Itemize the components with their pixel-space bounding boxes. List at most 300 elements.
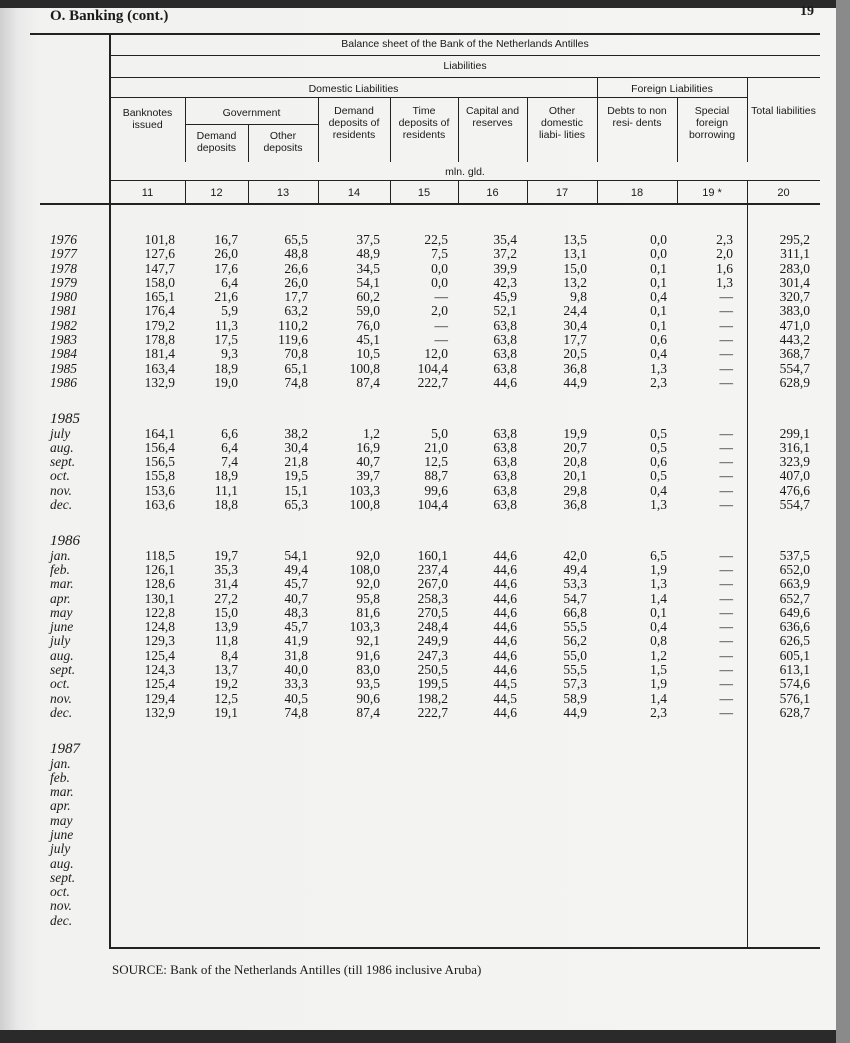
- row-label: jan.: [50, 755, 71, 771]
- cell: 163,4: [144, 360, 175, 376]
- cell: 65,5: [284, 232, 308, 247]
- cell: 45,7: [284, 576, 308, 592]
- cell: 320,7: [779, 289, 810, 305]
- cell: [747, 828, 820, 842]
- cell: 58,9: [563, 690, 587, 706]
- cell: [110, 785, 185, 799]
- cell: [248, 899, 318, 913]
- cell: —: [719, 332, 733, 348]
- cell: [110, 885, 185, 899]
- cell: —: [719, 590, 733, 606]
- cell: 63,8: [493, 497, 517, 513]
- cell: [248, 757, 318, 771]
- table-row: [50, 842, 820, 856]
- cell: 126,1: [144, 561, 175, 577]
- cell: [110, 757, 185, 771]
- cell: 54,1: [356, 274, 380, 290]
- cell: 100,8: [349, 497, 380, 513]
- cell: 57,3: [563, 676, 587, 692]
- column-number: 20: [777, 187, 790, 199]
- cell: [390, 785, 458, 799]
- cell: 104,4: [417, 497, 448, 513]
- cell: 34,5: [356, 260, 380, 276]
- cell: 1,5: [650, 662, 667, 678]
- column-header: Special foreign borrowing: [688, 105, 736, 141]
- table-row: [50, 814, 820, 828]
- cell: 9,3: [221, 346, 238, 362]
- cell: 35,3: [214, 561, 238, 577]
- cell: 15,0: [214, 604, 238, 620]
- cell: 21,6: [214, 289, 238, 305]
- cell: 44,6: [493, 704, 517, 720]
- cell: [248, 857, 318, 871]
- cell: 383,0: [779, 303, 810, 319]
- column-header: Other deposits: [263, 130, 303, 154]
- cell: [677, 885, 747, 899]
- table-row: [50, 484, 820, 498]
- table-row: [50, 563, 820, 577]
- cell: [185, 842, 248, 856]
- cell: 74,8: [284, 704, 308, 720]
- group-label: 1986: [50, 533, 80, 550]
- cell: [248, 914, 318, 928]
- cell: 100,8: [349, 360, 380, 376]
- cell: 18,8: [214, 497, 238, 513]
- row-label: oct.: [50, 468, 70, 484]
- cell: 30,4: [563, 317, 587, 333]
- cell: [318, 871, 390, 885]
- cell: 125,4: [144, 647, 175, 663]
- cell: 9,8: [570, 289, 587, 305]
- cell: 76,0: [356, 317, 380, 333]
- cell: [318, 885, 390, 899]
- cell: [390, 857, 458, 871]
- cell: 44,6: [493, 604, 517, 620]
- cell: 48,3: [284, 604, 308, 620]
- cell: [597, 885, 677, 899]
- column-number: 17: [555, 187, 569, 199]
- cell: 10,5: [356, 346, 380, 362]
- cell: [318, 799, 390, 813]
- cell: —: [719, 482, 733, 498]
- cell: 27,2: [214, 590, 238, 606]
- cell: 20,8: [563, 454, 587, 470]
- cell: 12,5: [424, 454, 448, 470]
- cell: [527, 914, 597, 928]
- cell: 119,6: [278, 332, 308, 348]
- cell: [390, 899, 458, 913]
- cell: 55,0: [563, 647, 587, 663]
- cell: [458, 871, 527, 885]
- table-row: [50, 441, 820, 455]
- table-row: [50, 469, 820, 483]
- cell: 652,0: [779, 561, 810, 577]
- cell: [318, 842, 390, 856]
- cell: 122,8: [144, 604, 175, 620]
- cell: 153,6: [144, 482, 175, 498]
- row-label: mar.: [50, 576, 74, 592]
- table-row: [50, 233, 820, 247]
- cell: 7,5: [431, 246, 448, 262]
- cell: 248,4: [417, 619, 448, 635]
- cell: 91,6: [356, 647, 380, 663]
- row-label: feb.: [50, 769, 70, 785]
- cell: —: [719, 619, 733, 635]
- cell: 163,6: [144, 497, 175, 513]
- cell: [677, 771, 747, 785]
- cell: [597, 899, 677, 913]
- cell: 649,6: [779, 604, 810, 620]
- cell: 20,7: [563, 439, 587, 455]
- cell: [390, 814, 458, 828]
- cell: 40,5: [284, 690, 308, 706]
- cell: 49,4: [284, 561, 308, 577]
- cell: 471,0: [779, 317, 810, 333]
- cell: 5,0: [431, 425, 448, 441]
- cell: 156,4: [144, 439, 175, 455]
- row-label: nov.: [50, 690, 72, 706]
- cell: [248, 814, 318, 828]
- cell: 44,6: [493, 590, 517, 606]
- row-label: apr.: [50, 798, 71, 814]
- cell: 87,4: [356, 374, 380, 390]
- cell: 301,4: [779, 274, 810, 290]
- cell: [677, 871, 747, 885]
- row-label: july: [50, 425, 71, 441]
- row-label: aug.: [50, 439, 74, 455]
- cell: 40,7: [356, 454, 380, 470]
- cell: 1,9: [650, 676, 667, 692]
- cell: 19,2: [214, 676, 238, 692]
- row-label: mar.: [50, 784, 74, 800]
- cell: [458, 914, 527, 928]
- cell: 164,1: [144, 425, 175, 441]
- cell: —: [434, 332, 448, 348]
- column-number: 16: [486, 187, 499, 199]
- cell: 663,9: [779, 576, 810, 592]
- column-number: 12: [210, 187, 223, 199]
- cell: [597, 814, 677, 828]
- cell: 48,8: [284, 246, 308, 262]
- table-row: [50, 262, 820, 276]
- cell: 74,8: [284, 374, 308, 390]
- cell: 0,1: [650, 274, 667, 290]
- table-row: [50, 592, 820, 606]
- source-note: SOURCE: Bank of the Netherlands Antilles (till 1986 inclusive Aruba): [112, 962, 482, 977]
- cell: 125,4: [144, 676, 175, 692]
- cell: [185, 799, 248, 813]
- cell: [677, 799, 747, 813]
- cell: 0,0: [650, 232, 667, 247]
- cell: 1,6: [716, 260, 733, 276]
- cell: 124,8: [144, 619, 175, 635]
- cell: 0,0: [650, 246, 667, 262]
- cell: [110, 857, 185, 871]
- row-label: 1985: [50, 360, 77, 376]
- cell: 40,7: [284, 590, 308, 606]
- cell: —: [719, 662, 733, 678]
- column-header: Debts to non resi- dents: [607, 105, 667, 129]
- cell: 237,4: [417, 561, 448, 577]
- unit-label: mln. gld.: [445, 166, 485, 178]
- cell: 44,5: [493, 690, 517, 706]
- cell: [185, 771, 248, 785]
- cell: [110, 771, 185, 785]
- cell: 0,0: [431, 274, 448, 290]
- cell: 15,1: [284, 482, 308, 498]
- cell: 6,4: [221, 274, 238, 290]
- cell: 44,9: [563, 704, 587, 720]
- cell: 247,3: [417, 647, 448, 663]
- cell: [527, 814, 597, 828]
- cell: 130,1: [144, 590, 175, 606]
- cell: 42,0: [563, 547, 587, 563]
- cell: 128,6: [144, 576, 175, 592]
- table-row: [50, 828, 820, 842]
- cell: 249,9: [417, 633, 448, 649]
- cell: [110, 828, 185, 842]
- cell: [747, 799, 820, 813]
- row-label: 1977: [50, 246, 77, 262]
- cell: 250,5: [417, 662, 448, 678]
- cell: [185, 814, 248, 828]
- cell: 407,0: [779, 468, 810, 484]
- cell: 30,4: [284, 439, 308, 455]
- cell: 1,3: [650, 576, 667, 592]
- cell: —: [434, 289, 448, 305]
- cell: [747, 899, 820, 913]
- cell: 44,6: [493, 374, 517, 390]
- cell: 52,1: [493, 303, 517, 319]
- cell: 103,3: [349, 482, 380, 498]
- row-label: apr.: [50, 590, 71, 606]
- cell: 11,8: [214, 633, 238, 649]
- cell: 0,5: [650, 439, 667, 455]
- cell: [527, 828, 597, 842]
- cell: [597, 785, 677, 799]
- cell: 83,0: [356, 662, 380, 678]
- row-label: feb.: [50, 561, 70, 577]
- table-row: [50, 577, 820, 591]
- table-row: [50, 427, 820, 441]
- cell: —: [719, 374, 733, 390]
- cell: 15,0: [563, 260, 587, 276]
- cell: 0,8: [650, 633, 667, 649]
- cell: 55,5: [563, 619, 587, 635]
- cell: 63,8: [493, 360, 517, 376]
- cell: 147,7: [144, 260, 175, 276]
- cell: [185, 871, 248, 885]
- row-label: aug.: [50, 855, 74, 871]
- cell: 54,7: [563, 590, 587, 606]
- cell: [185, 914, 248, 928]
- table-row: [50, 899, 820, 913]
- cell: 476,6: [779, 482, 810, 498]
- cell: 24,4: [563, 303, 587, 319]
- cell: [110, 871, 185, 885]
- cell: 6,4: [221, 439, 238, 455]
- cell: 33,3: [284, 676, 308, 692]
- cell: 37,5: [356, 232, 380, 247]
- cell: [248, 871, 318, 885]
- row-label: aug.: [50, 647, 74, 663]
- row-label: may: [50, 812, 73, 828]
- cell: 63,8: [493, 425, 517, 441]
- cell: 118,5: [145, 547, 175, 563]
- cell: 13,1: [563, 246, 587, 262]
- cell: 0,1: [650, 260, 667, 276]
- cell: 54,1: [284, 547, 308, 563]
- cell: 132,9: [144, 374, 175, 390]
- cell: —: [719, 547, 733, 563]
- cell: 19,9: [563, 425, 587, 441]
- cell: 156,5: [144, 454, 175, 470]
- column-header: Other domestic liabi- lities: [538, 105, 586, 141]
- cell: [248, 771, 318, 785]
- cell: 176,4: [144, 303, 175, 319]
- cell: 155,8: [144, 468, 175, 484]
- cell: [185, 857, 248, 871]
- table-row: [50, 347, 820, 361]
- cell: [110, 814, 185, 828]
- cell: 443,2: [779, 332, 810, 348]
- cell: —: [719, 690, 733, 706]
- row-label: dec.: [50, 497, 73, 513]
- cell: 21,0: [424, 439, 448, 455]
- column-number: 19 *: [702, 187, 722, 199]
- cell: 45,9: [493, 289, 517, 305]
- cell: 127,6: [144, 246, 175, 262]
- cell: 45,7: [284, 619, 308, 635]
- cell: 26,0: [214, 246, 238, 262]
- cell: 12,5: [214, 690, 238, 706]
- group-label: 1987: [50, 741, 80, 758]
- row-label: oct.: [50, 676, 70, 692]
- table-row: [50, 871, 820, 885]
- cell: 65,3: [284, 497, 308, 513]
- cell: 40,0: [284, 662, 308, 678]
- cell: 270,5: [417, 604, 448, 620]
- cell: 45,1: [356, 332, 380, 348]
- cell: [248, 828, 318, 842]
- cell: [677, 842, 747, 856]
- cell: 0,5: [650, 468, 667, 484]
- row-label: 1979: [50, 274, 77, 290]
- table-row: [50, 606, 820, 620]
- cell: [458, 885, 527, 899]
- cell: [677, 857, 747, 871]
- cell: [597, 828, 677, 842]
- cell: 19,5: [284, 468, 308, 484]
- cell: 316,1: [779, 439, 810, 455]
- cell: [597, 771, 677, 785]
- cell: 38,2: [284, 425, 308, 441]
- cell: [597, 914, 677, 928]
- cell: [747, 871, 820, 885]
- cell: 108,0: [349, 561, 380, 577]
- table-row: [50, 319, 820, 333]
- cell: 537,5: [779, 547, 810, 563]
- table-row: [50, 771, 820, 785]
- table-row: [50, 677, 820, 691]
- cell: 92,0: [356, 576, 380, 592]
- cell: [458, 771, 527, 785]
- domestic-liabilities-heading: Domestic Liabilities: [308, 83, 399, 95]
- cell: 63,8: [493, 468, 517, 484]
- cell: [747, 785, 820, 799]
- page-number: 19: [800, 4, 814, 19]
- cell: [527, 857, 597, 871]
- cell: 13,5: [563, 232, 587, 247]
- cell: 1,3: [650, 497, 667, 513]
- cell: 19,0: [214, 374, 238, 390]
- cell: 222,7: [417, 704, 448, 720]
- cell: [110, 899, 185, 913]
- cell: 81,6: [356, 604, 380, 620]
- cell: 1,4: [650, 590, 667, 606]
- table-title: Balance sheet of the Bank of the Netherlands Antilles: [341, 38, 589, 50]
- cell: 104,4: [417, 360, 448, 376]
- cell: [527, 771, 597, 785]
- cell: [458, 757, 527, 771]
- cell: 178,8: [144, 332, 175, 348]
- cell: 44,9: [563, 374, 587, 390]
- cell: 44,6: [493, 547, 517, 563]
- cell: 165,1: [144, 289, 175, 305]
- cell: [185, 885, 248, 899]
- cell: 18,9: [214, 360, 238, 376]
- cell: 63,8: [493, 482, 517, 498]
- cell: [390, 757, 458, 771]
- cell: [677, 899, 747, 913]
- row-label: 1982: [50, 317, 77, 333]
- table-row: [50, 634, 820, 648]
- cell: [527, 799, 597, 813]
- cell: [458, 899, 527, 913]
- cell: 21,8: [284, 454, 308, 470]
- cell: 124,3: [144, 662, 175, 678]
- cell: 44,6: [493, 647, 517, 663]
- cell: 6,5: [650, 547, 667, 563]
- row-label: 1981: [50, 303, 77, 319]
- cell: 110,2: [278, 317, 308, 333]
- cell: 63,8: [493, 454, 517, 470]
- cell: 55,5: [563, 662, 587, 678]
- table-row: [50, 549, 820, 563]
- column-header: Banknotes issued: [122, 107, 173, 131]
- cell: 1,9: [650, 561, 667, 577]
- cell: [677, 828, 747, 842]
- cell: [458, 814, 527, 828]
- cell: 158,0: [144, 274, 175, 290]
- row-label: 1983: [50, 332, 77, 348]
- cell: 44,6: [493, 576, 517, 592]
- cell: —: [719, 468, 733, 484]
- cell: 49,4: [563, 561, 587, 577]
- cell: [458, 857, 527, 871]
- cell: [318, 771, 390, 785]
- cell: 11,1: [214, 482, 238, 498]
- cell: —: [719, 561, 733, 577]
- cell: [318, 899, 390, 913]
- cell: [390, 828, 458, 842]
- column-header: Total liabilities: [751, 105, 816, 117]
- cell: [318, 814, 390, 828]
- cell: —: [434, 317, 448, 333]
- cell: 17,7: [284, 289, 308, 305]
- cell: 1,2: [363, 425, 380, 441]
- cell: 0,6: [650, 332, 667, 348]
